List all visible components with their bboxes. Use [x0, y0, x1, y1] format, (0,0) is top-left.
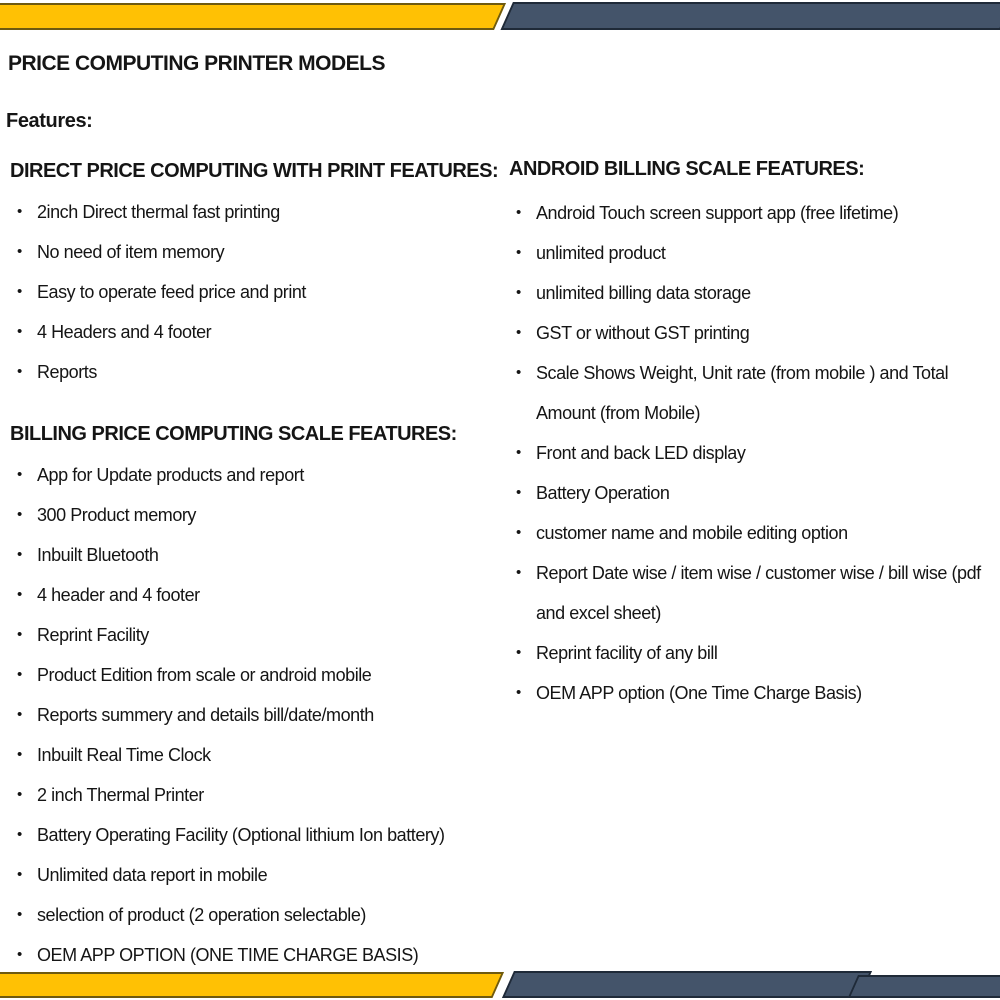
- list-item-text: Front and back LED display: [536, 443, 746, 463]
- list-item-text: 4 header and 4 footer: [37, 585, 200, 605]
- footer-navy-bar-left: [502, 971, 872, 998]
- list-item-text: Reprint Facility: [37, 625, 149, 645]
- section-heading: ANDROID BILLING SCALE FEATURES:: [509, 158, 865, 180]
- list-item: [509, 553, 987, 633]
- list-item: [10, 655, 492, 695]
- bullet-icon: •: [17, 786, 22, 803]
- list-item-text: Product Edition from scale or android mobile: [37, 665, 372, 685]
- list-item-text: unlimited billing data storage: [536, 283, 751, 303]
- list-item-text: OEM APP option (One Time Charge Basis): [536, 683, 862, 703]
- list-item-text: No need of item memory: [37, 242, 225, 262]
- bullet-icon: •: [17, 243, 22, 260]
- list-item: [10, 352, 492, 392]
- bullet-icon: •: [516, 644, 521, 661]
- list-item-text: Inbuilt Bluetooth: [37, 545, 159, 565]
- list-item: [10, 935, 492, 975]
- list-item: [509, 233, 987, 273]
- bullet-icon: •: [17, 626, 22, 643]
- bullet-icon: •: [17, 323, 22, 340]
- list-item: [10, 775, 492, 815]
- list-item: [10, 232, 492, 272]
- list-item: [509, 313, 987, 353]
- list-item-text: customer name and mobile editing option: [536, 523, 848, 543]
- list-item: [10, 815, 492, 855]
- list-item-text: 300 Product memory: [37, 505, 196, 525]
- bullet-icon: •: [17, 363, 22, 380]
- bullet-icon: •: [17, 826, 22, 843]
- section-heading: DIRECT PRICE COMPUTING WITH PRINT FEATURES:: [10, 160, 499, 182]
- bullet-icon: •: [516, 324, 521, 341]
- bullet-icon: •: [516, 444, 521, 461]
- list-item: [509, 513, 987, 553]
- list-item: [10, 695, 492, 735]
- bullet-icon: •: [17, 506, 22, 523]
- list-item: [10, 855, 492, 895]
- right-column: [509, 158, 987, 713]
- list-item: [10, 535, 492, 575]
- feature-list: [10, 455, 492, 975]
- list-item: [10, 192, 492, 232]
- list-item: [509, 633, 987, 673]
- list-item: [509, 353, 987, 433]
- list-item-text: Android Touch screen support app (free lifetime): [536, 203, 899, 223]
- bullet-icon: •: [17, 586, 22, 603]
- list-item-text: OEM APP OPTION (ONE TIME CHARGE BASIS): [37, 945, 419, 965]
- list-item-text: App for Update products and report: [37, 465, 304, 485]
- feature-list: [509, 193, 987, 713]
- bullet-icon: •: [516, 284, 521, 301]
- list-item: [10, 615, 492, 655]
- bullet-icon: •: [516, 364, 521, 381]
- feature-section: [10, 160, 499, 392]
- footer-navy-bar-right: [848, 975, 1000, 998]
- bullet-icon: •: [17, 946, 22, 963]
- list-item: [509, 433, 987, 473]
- list-item-text: Reports: [37, 362, 97, 382]
- bullet-icon: •: [516, 564, 521, 581]
- list-item-text: Inbuilt Real Time Clock: [37, 745, 211, 765]
- list-item-text: 2 inch Thermal Printer: [37, 785, 204, 805]
- list-item-text: Reprint facility of any bill: [536, 643, 718, 663]
- list-item: [509, 273, 987, 313]
- header-gold-bar: [0, 3, 506, 30]
- list-item-text: selection of product (2 operation selectable): [37, 905, 366, 925]
- bullet-icon: •: [17, 746, 22, 763]
- list-item: [509, 473, 987, 513]
- list-item-text: Reports summery and details bill/date/month: [37, 705, 374, 725]
- feature-section: [10, 423, 492, 975]
- list-item: [10, 455, 492, 495]
- features-label: Features:: [6, 110, 93, 132]
- list-item: [10, 312, 492, 352]
- bullet-icon: •: [17, 546, 22, 563]
- left-column: [10, 160, 499, 975]
- bullet-icon: •: [516, 244, 521, 261]
- header-navy-bar: [501, 2, 1000, 30]
- list-item-text: Unlimited data report in mobile: [37, 865, 268, 885]
- list-item-text: GST or without GST printing: [536, 323, 750, 343]
- list-item-text: Report Date wise / item wise / customer wise / bill wise (pdf and excel sheet): [536, 563, 981, 623]
- feature-section: [509, 158, 987, 713]
- bullet-icon: •: [17, 706, 22, 723]
- bullet-icon: •: [17, 666, 22, 683]
- list-item: [10, 575, 492, 615]
- list-item: [10, 272, 492, 312]
- page-title: PRICE COMPUTING PRINTER MODELS: [8, 52, 386, 75]
- list-item: [10, 495, 492, 535]
- list-item-text: 2inch Direct thermal fast printing: [37, 202, 280, 222]
- bullet-icon: •: [17, 866, 22, 883]
- list-item-text: unlimited product: [536, 243, 666, 263]
- list-item: [10, 895, 492, 935]
- bullet-icon: •: [516, 684, 521, 701]
- bullet-icon: •: [17, 466, 22, 483]
- list-item: [509, 193, 987, 233]
- bullet-icon: •: [516, 204, 521, 221]
- bullet-icon: •: [516, 524, 521, 541]
- list-item-text: 4 Headers and 4 footer: [37, 322, 212, 342]
- list-item-text: Battery Operation: [536, 483, 670, 503]
- list-item: [10, 735, 492, 775]
- list-item-text: Easy to operate feed price and print: [37, 282, 306, 302]
- list-item-text: Battery Operating Facility (Optional lithium Ion battery): [37, 825, 445, 845]
- bullet-icon: •: [17, 283, 22, 300]
- section-heading: BILLING PRICE COMPUTING SCALE FEATURES:: [10, 423, 457, 445]
- bullet-icon: •: [17, 906, 22, 923]
- list-item: [509, 673, 987, 713]
- bullet-icon: •: [516, 484, 521, 501]
- feature-list: [10, 192, 492, 392]
- footer-gold-bar: [0, 972, 504, 998]
- list-item-text: Scale Shows Weight, Unit rate (from mobile ) and Total Amount (from Mobile): [536, 363, 949, 423]
- bullet-icon: •: [17, 203, 22, 220]
